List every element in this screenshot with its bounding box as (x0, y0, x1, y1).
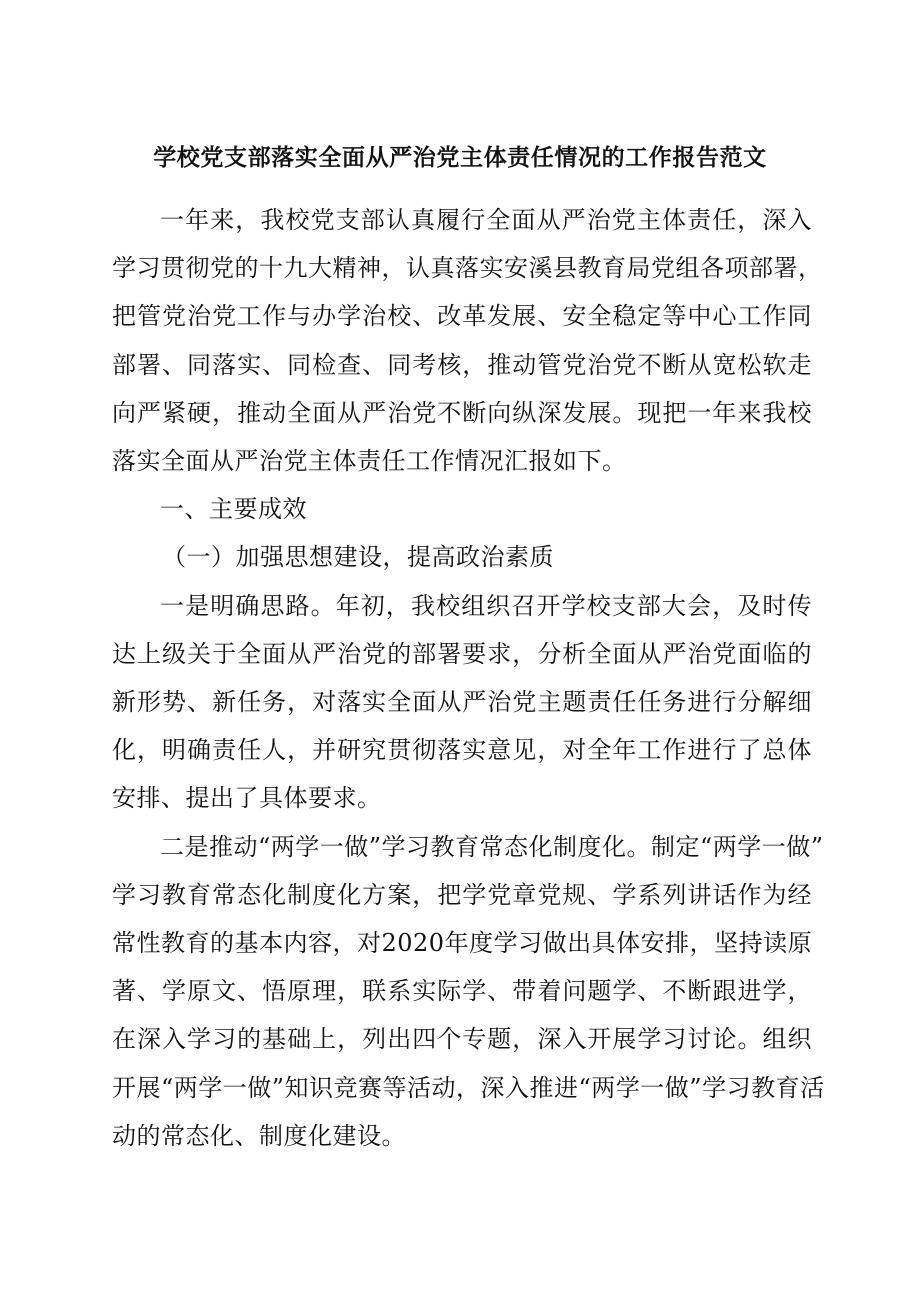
p3-line-1: 二是推动“两学一做”学习教育常态化制度化。制定“两学一做” (160, 832, 824, 861)
p2-line-3: 新形势、新任务，对落实全面从严治党主题责任任务进行分解细 (112, 688, 812, 717)
intro-line-2: 学习贯彻党的十九大精神，认真落实安溪县教育局党组各项部署， (112, 254, 823, 283)
intro-line-6: 落实全面从严治党主体责任工作情况汇报如下。 (112, 447, 627, 476)
p2-line-2: 达上级关于全面从严治党的部署要求，分析全面从严治党面临的 (112, 639, 812, 668)
intro-line-4: 部署、同落实、同检查、同考核，推动管党治党不断从宽松软走 (112, 350, 812, 379)
p3-line-7: 动的常态化、制度化建设。 (112, 1121, 406, 1150)
document-title: 学校党支部落实全面从严治党主体责任情况的工作报告范文 (153, 145, 767, 171)
p2-line-4: 化，明确责任人，并研究贯彻落实意见，对全年工作进行了总体 (112, 736, 812, 765)
p3-line-2: 学习教育常态化制度化方案，把学党章党规、学系列讲话作为经 (112, 880, 812, 909)
p3-line-6: 开展“两学一做”知识竞赛等活动，深入推进“两学一做”学习教育活 (112, 1073, 825, 1102)
document-body (112, 196, 825, 1160)
subsection-heading: （一）加强思想建设，提高政治素质 (162, 543, 554, 572)
p3-line-4: 著、学原文、悟原理，联系实际学、带着问题学、不断跟进学， (112, 977, 812, 1006)
intro-line-5: 向严紧硬，推动全面从严治党不断向纵深发展。现把一年来我校 (112, 398, 812, 427)
p3-line-3: 常性教育的基本内容，对2020年度学习做出具体安排，坚持读原 (112, 929, 813, 958)
section-heading: 一、主要成效 (160, 495, 307, 524)
intro-paragraph (112, 196, 823, 485)
paragraph-two-studies (112, 823, 825, 1160)
paragraph-clarify-approach (112, 582, 812, 823)
p3-line-5: 在深入学习的基础上，列出四个专题，深入开展学习讨论。组织 (112, 1025, 812, 1054)
intro-line-1: 一年来，我校党支部认真履行全面从严治党主体责任，深入 (160, 206, 812, 234)
p2-line-5: 安排、提出了具体要求。 (112, 784, 382, 813)
intro-line-3: 把管党治党工作与办学治校、改革发展、安全稳定等中心工作同 (112, 302, 812, 331)
p2-line-1: 一是明确思路。年初，我校组织召开学校支部大会，及时传 (160, 591, 812, 620)
